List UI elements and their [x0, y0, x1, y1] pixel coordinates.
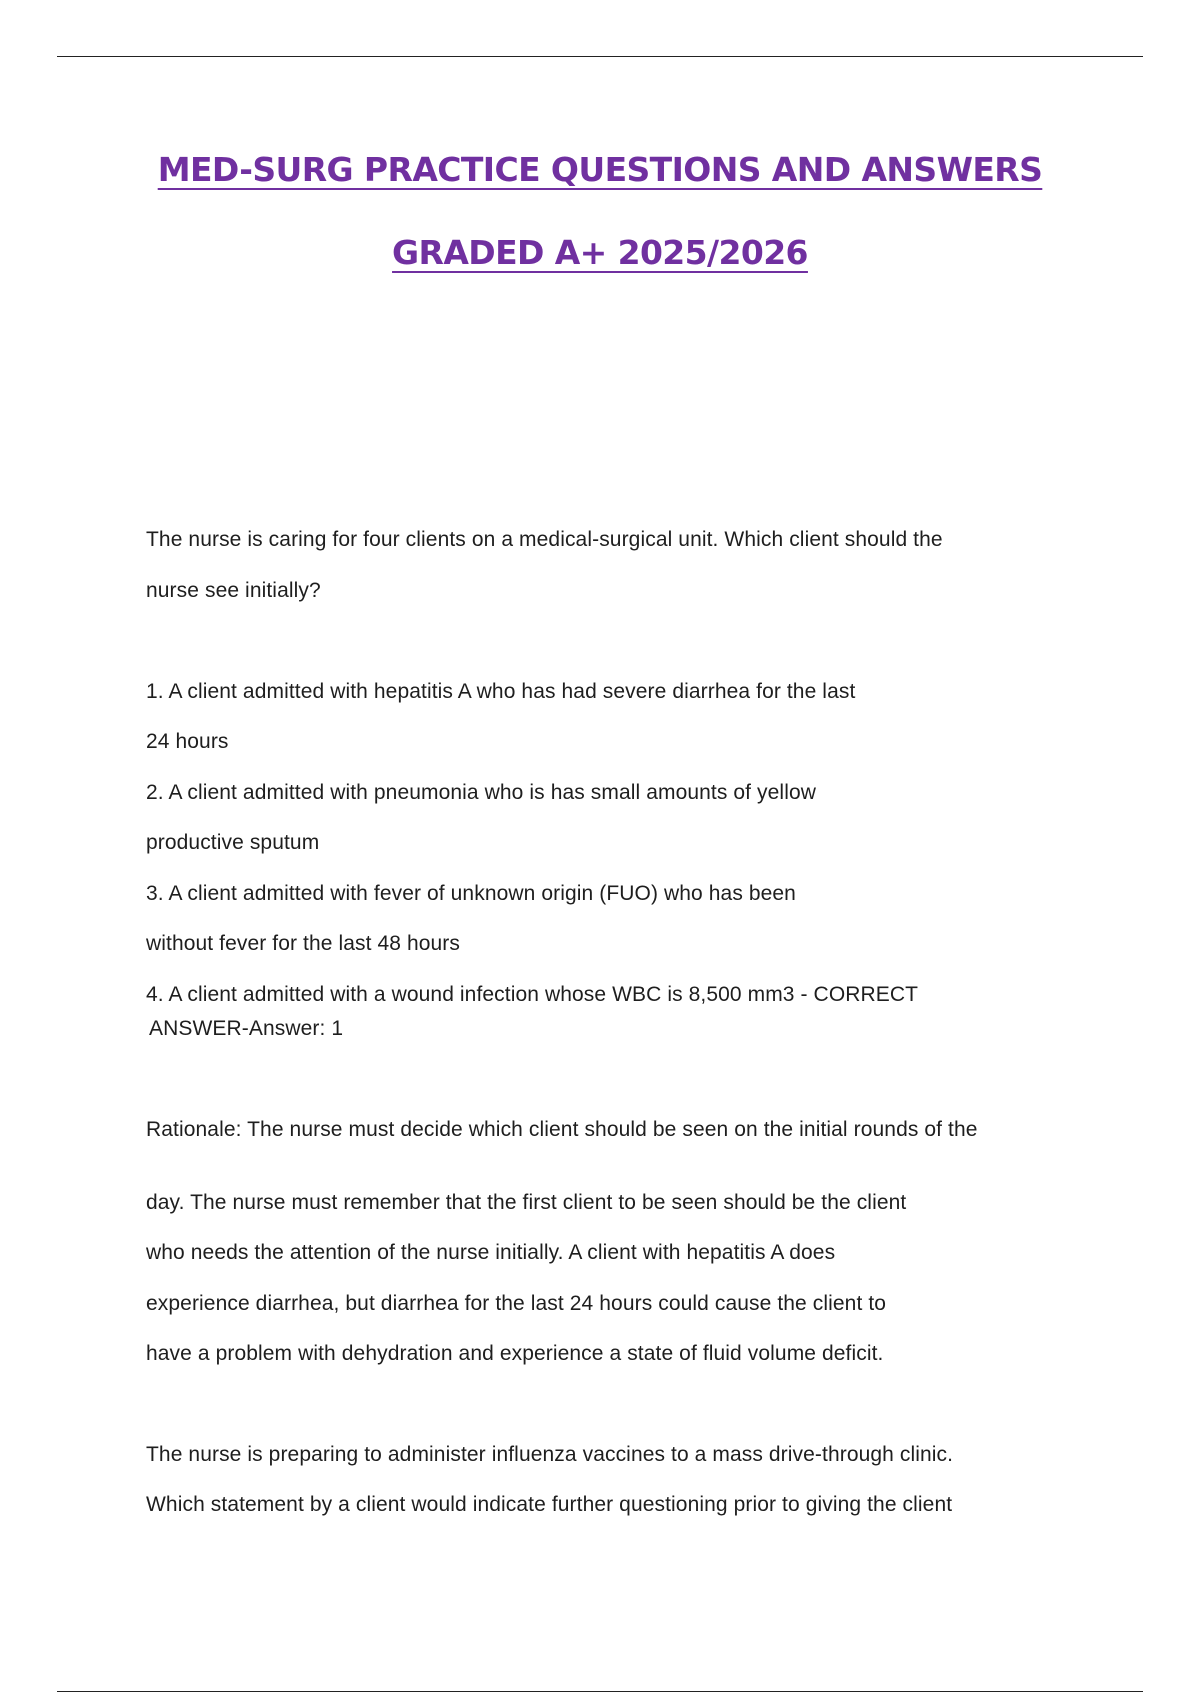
question1-answer-line: ANSWER-Answer: 1 [149, 1017, 344, 1040]
question1-option-line: 4. A client admitted with a wound infection whose WBC is 8,500 mm3 - CORRECT [146, 983, 919, 1006]
question2-stem-line: The nurse is preparing to administer influenza vaccines to a mass drive-through clinic. [146, 1443, 954, 1466]
top-divider [57, 56, 1143, 57]
question1-stem-line: nurse see initially? [146, 579, 321, 602]
question1-option-line: productive sputum [146, 831, 320, 854]
bottom-divider [57, 1691, 1143, 1692]
question1-option-line: without fever for the last 48 hours [146, 932, 460, 955]
page-title-text-2: GRADED A+ 2025/2026 [392, 233, 808, 272]
question1-option-line: 2. A client admitted with pneumonia who is has small amounts of yellow [146, 781, 817, 804]
page-title-text-1: MED-SURG PRACTICE QUESTIONS AND ANSWERS [157, 150, 1043, 189]
question1-option-line: 3. A client admitted with fever of unknown origin (FUO) who has been [146, 882, 796, 905]
page-title-line-1 [0, 150, 1200, 189]
question1-rationale-line: experience diarrhea, but diarrhea for the last 24 hours could cause the client to [146, 1292, 887, 1315]
question1-rationale-line: have a problem with dehydration and experience a state of fluid volume deficit. [146, 1342, 884, 1365]
question1-option-line: 24 hours [146, 730, 229, 753]
question2-stem-line: Which statement by a client would indicate further questioning prior to giving the client [146, 1493, 953, 1516]
question1-option-line: 1. A client admitted with hepatitis A who has had severe diarrhea for the last [146, 680, 856, 703]
question1-rationale-line: Rationale: The nurse must decide which client should be seen on the initial rounds of the [146, 1118, 978, 1141]
page-title-line-2 [0, 233, 1200, 272]
question1-rationale-line: day. The nurse must remember that the first client to be seen should be the client [146, 1191, 907, 1214]
question1-stem-line: The nurse is caring for four clients on a medical-surgical unit. Which client should the [146, 528, 943, 551]
question1-rationale-line: who needs the attention of the nurse initially. A client with hepatitis A does [146, 1241, 836, 1264]
